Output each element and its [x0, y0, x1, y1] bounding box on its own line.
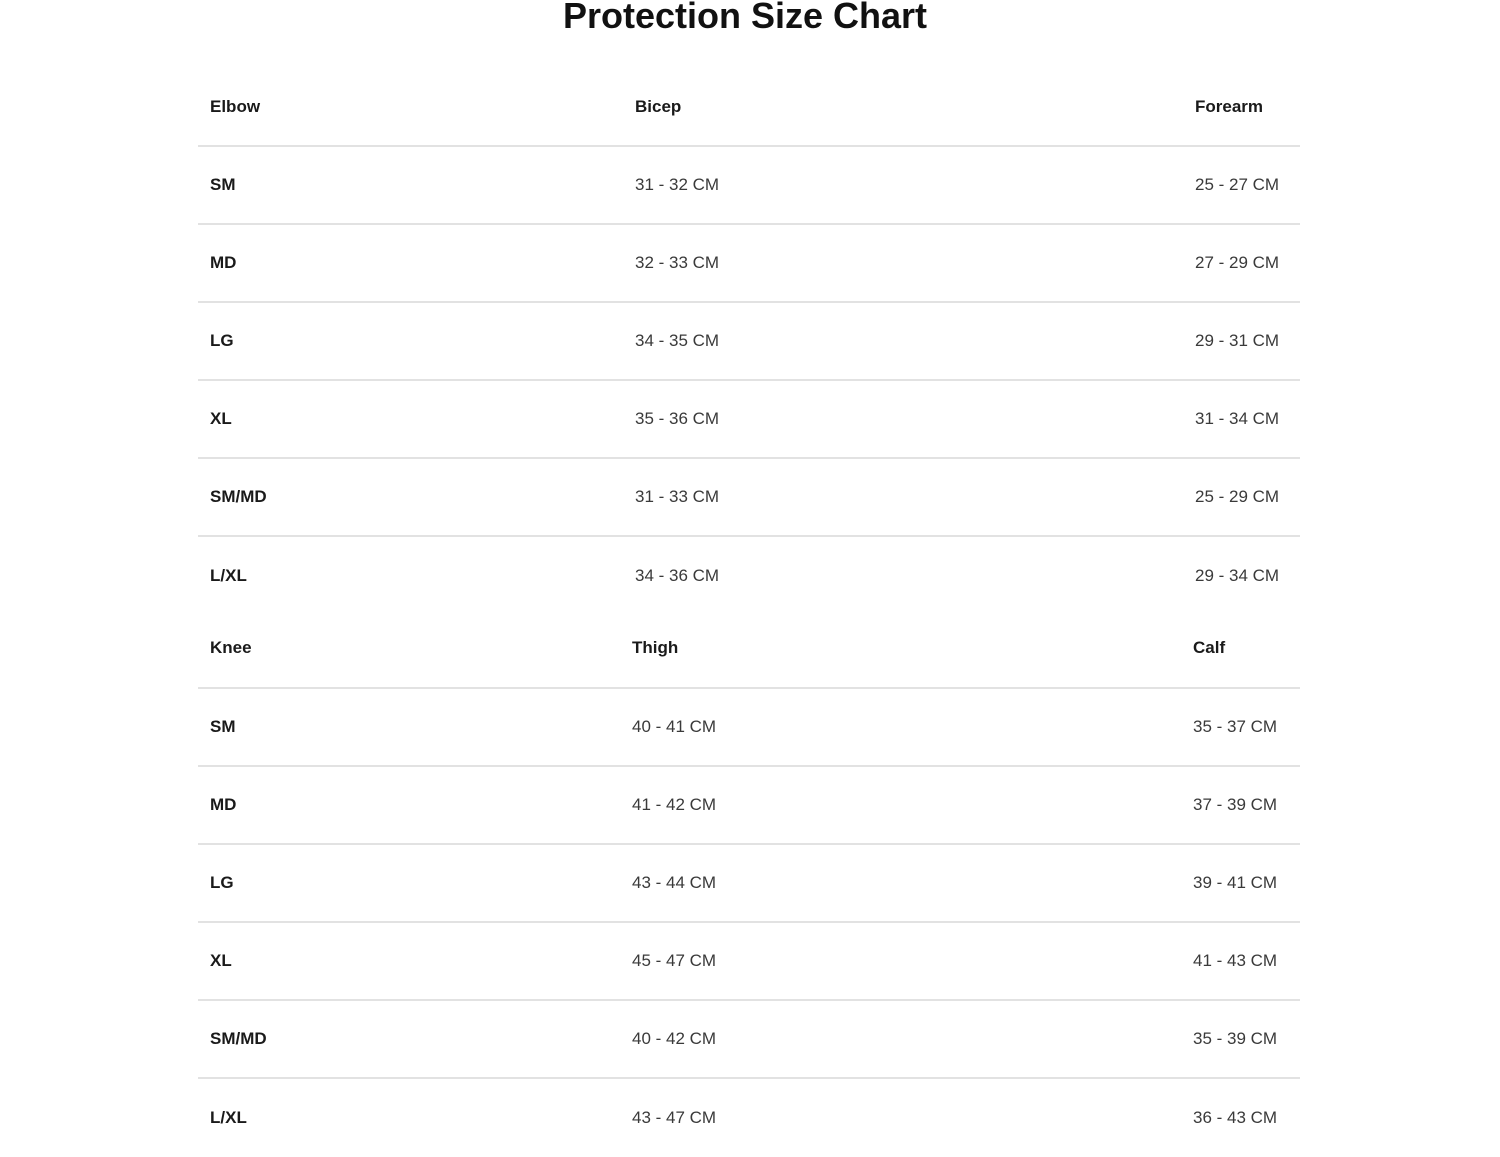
bicep-value: 34 - 36 CM [635, 566, 720, 585]
calf-value: 35 - 37 CM [1193, 717, 1278, 736]
bicep-value: 31 - 32 CM [635, 175, 720, 194]
bicep-value: 35 - 36 CM [635, 409, 720, 428]
table-row [198, 303, 1300, 381]
table-row [198, 381, 1300, 459]
size-label: MD [210, 795, 237, 814]
table-row [198, 225, 1300, 303]
size-label: MD [210, 253, 237, 272]
thigh-value: 43 - 47 CM [632, 1108, 717, 1127]
table-row [198, 537, 1300, 615]
forearm-value: 31 - 34 CM [1195, 409, 1280, 428]
forearm-value: 25 - 29 CM [1195, 487, 1280, 506]
table-row [198, 767, 1300, 845]
header-bicep: Bicep [635, 97, 682, 116]
forearm-value: 25 - 27 CM [1195, 175, 1280, 194]
size-label: L/XL [210, 1108, 247, 1127]
calf-value: 35 - 39 CM [1193, 1029, 1278, 1048]
thigh-value: 41 - 42 CM [632, 795, 717, 814]
calf-value: 41 - 43 CM [1193, 951, 1278, 970]
calf-value: 39 - 41 CM [1193, 873, 1278, 892]
size-label: SM [210, 717, 236, 736]
bicep-value: 31 - 33 CM [635, 487, 720, 506]
size-label: XL [210, 409, 232, 428]
table-row [198, 147, 1300, 225]
table-row [198, 459, 1300, 537]
calf-value: 36 - 43 CM [1193, 1108, 1278, 1127]
table-row [198, 1079, 1300, 1157]
table-header-row [198, 69, 1300, 147]
table-row [198, 689, 1300, 767]
header-forearm: Forearm [1195, 97, 1264, 116]
page-title: Protection Size Chart [562, 0, 928, 36]
size-label: L/XL [210, 566, 247, 585]
forearm-value: 29 - 31 CM [1195, 331, 1280, 350]
header-calf: Calf [1193, 638, 1226, 657]
size-label: SM/MD [210, 1029, 267, 1048]
bicep-value: 32 - 33 CM [635, 253, 720, 272]
table-row [198, 845, 1300, 923]
header-thigh: Thigh [632, 638, 679, 657]
header-knee: Knee [210, 638, 252, 657]
thigh-value: 45 - 47 CM [632, 951, 717, 970]
size-label: SM/MD [210, 487, 267, 506]
thigh-value: 43 - 44 CM [632, 873, 717, 892]
thigh-value: 40 - 41 CM [632, 717, 717, 736]
forearm-value: 27 - 29 CM [1195, 253, 1280, 272]
thigh-value: 40 - 42 CM [632, 1029, 717, 1048]
size-label: LG [210, 873, 234, 892]
table-row [198, 923, 1300, 1001]
elbow-size-table [198, 69, 1300, 615]
header-elbow: Elbow [210, 97, 261, 116]
knee-size-table [198, 609, 1300, 1157]
size-label: XL [210, 951, 232, 970]
table-header-row [198, 609, 1300, 689]
table-row [198, 1001, 1300, 1079]
calf-value: 37 - 39 CM [1193, 795, 1278, 814]
size-label: SM [210, 175, 236, 194]
bicep-value: 34 - 35 CM [635, 331, 720, 350]
forearm-value: 29 - 34 CM [1195, 566, 1280, 585]
size-label: LG [210, 331, 234, 350]
